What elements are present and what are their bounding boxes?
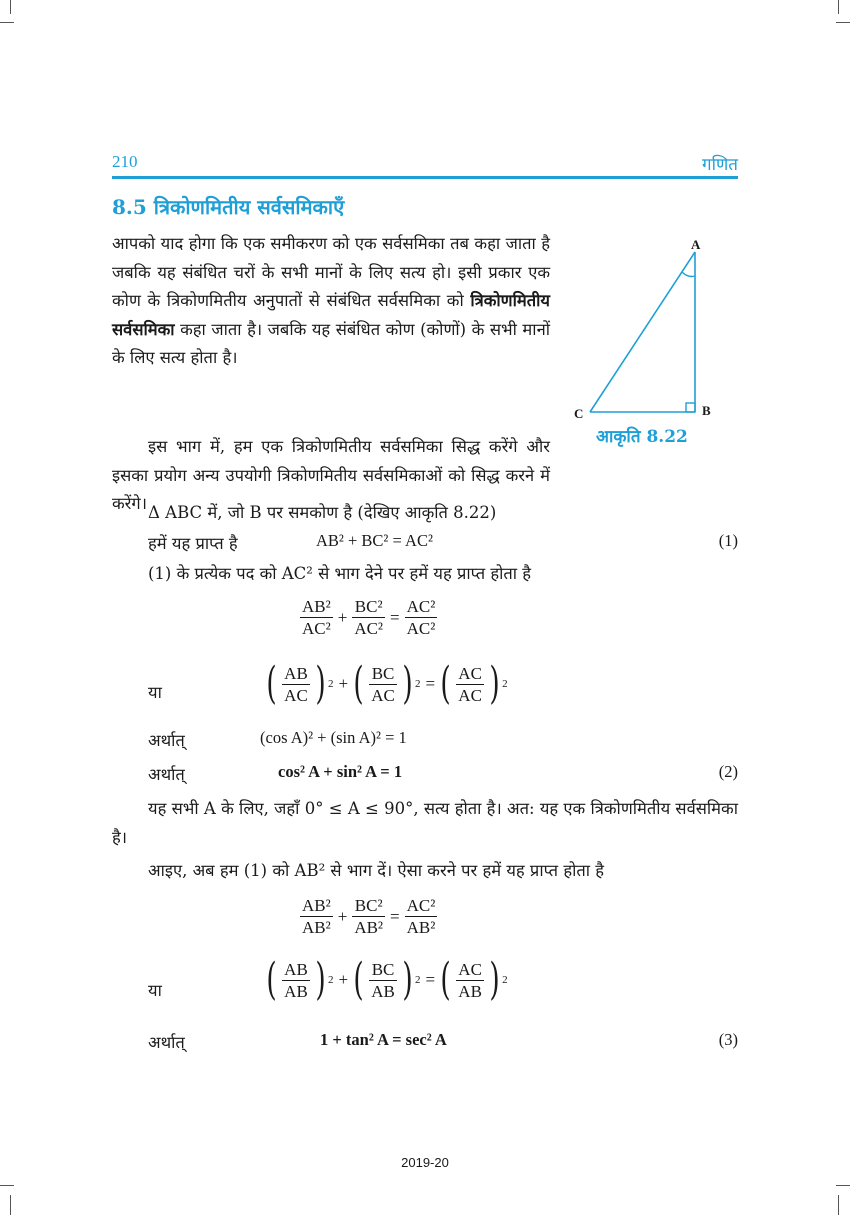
triangle-figure — [570, 236, 730, 426]
derivation-line-3: (1) के प्रत्येक पद को AC² से भाग देने पर हमें यह प्राप्त होता है — [148, 564, 532, 583]
fraction: $\frac{AC}{AC}$ — [458, 663, 482, 705]
ya-label: या — [148, 981, 162, 1000]
vertex-label-c: C — [574, 406, 584, 421]
intro-paragraph-2: इस भाग में, हम एक त्रिकोणमितीय सर्वसमिका सिद्ध करेंगे और इसका प्रयोग अन्य उपयोगी त्रिकोणमितीय सर्वसमिकाओं को सिद्ध करने में करेंगे। — [112, 437, 550, 513]
arthat-label: अर्थात् — [148, 1033, 185, 1052]
fraction: $\frac{BC}{AB}$ — [371, 959, 395, 1001]
fraction: $\frac{AC}{AB}$ — [458, 959, 482, 1001]
fraction: $\frac{BC}{AC}$ — [371, 663, 395, 705]
fraction: $\frac{AB}{AC}$ — [284, 663, 308, 705]
crop-mark — [836, 22, 850, 23]
figure-caption: आकृति 8.22 — [596, 427, 688, 447]
equation-number-2: (2) — [718, 762, 738, 781]
section-title: 8.5 त्रिकोणमितीय सर्वसमिकाएँ — [112, 195, 345, 219]
derivation-line-1: Δ ABC में, जो B पर समकोण है (देखिए आकृति 8.22) — [148, 503, 497, 522]
arthat-label: अर्थात् — [148, 731, 185, 750]
vertex-label-a: A — [691, 237, 701, 252]
footer-year: 2019-20 — [401, 1155, 449, 1170]
identity-3: 1 + tan² A = sec² A — [320, 1030, 447, 1049]
identity-2: cos² A + sin² A = 1 — [278, 762, 403, 781]
crop-mark — [10, 0, 11, 14]
equation-number-1: (1) — [718, 531, 738, 550]
bold-term: त्रिकोणमितीय सर्वसमिका — [112, 291, 550, 339]
squared-ratio-equation-ac: ( $\frac{AB}{AC}$ ) 2 + ( $\frac{BC}{AC}$ ) 2 = ( $\frac{AC}{AC}$ ) 2 — [266, 658, 508, 709]
running-header-subject: गणित — [702, 155, 738, 175]
page-number: 210 — [112, 152, 138, 171]
right-angle-mark — [686, 403, 695, 412]
fraction: $\frac{\text{AB²}}{\text{AB²}}$ — [302, 896, 331, 937]
crop-mark — [838, 1195, 839, 1215]
fraction-equation-ac: $\frac{\text{AB²}}{\text{AC²}}$ + $\frac{\text{BC²}}{\text{AC²}}$ = $\frac{\text{AC²}}{\text{AC²}}$ — [302, 597, 436, 638]
squared-ratio-equation-ab: ( $\frac{AB}{AB}$ ) 2 + ( $\frac{BC}{AB}$ ) 2 = ( $\frac{AC}{AB}$ ) 2 — [266, 954, 508, 1005]
crop-mark — [838, 0, 839, 14]
crop-mark — [836, 1185, 850, 1186]
ya-label: या — [148, 683, 162, 702]
cos-sin-squared-line: (cos A)² + (sin A)² = 1 — [260, 728, 407, 747]
crop-mark — [0, 1185, 14, 1186]
crop-mark — [10, 1195, 11, 1215]
angle-arc — [682, 272, 695, 277]
fraction-equation-ab: $\frac{\text{AB²}}{\text{AB²}}$ + $\frac{\text{BC²}}{\text{AB²}}$ = $\frac{\text{AC²}}{\text{AB²}}$ — [302, 896, 436, 937]
crop-mark — [0, 22, 14, 23]
pythagoras-equation: AB² + BC² = AC² — [316, 531, 433, 550]
fraction: $\frac{\text{BC²}}{\text{AC²}}$ — [354, 597, 384, 638]
intro-paragraph: आपको याद होगा कि एक समीकरण को एक सर्वसमिका तब कहा जाता है जबकि यह संबंधित चरों के सभी मानों के लिए सत्य हो। इसी प्रकार एक कोण के त्रिकोणमितीय अनुपातों से संबंधित सर्वसमिका को त्रिकोणमितीय सर्वसमिका कहा जाता है। जबकि यह संबंधित कोण (कोणों) के सभी मानों के लिए सत्य होता है। — [112, 234, 550, 367]
fraction: $\frac{AB}{AB}$ — [284, 959, 308, 1001]
header-rule — [112, 176, 738, 179]
identity-note: यह सभी A के लिए, जहाँ 0° ≤ A ≤ 90°, सत्य होता है। अत: यह एक त्रिकोणमितीय सर्वसमिका है। — [112, 799, 738, 847]
fraction: $\frac{\text{BC²}}{\text{AB²}}$ — [354, 896, 384, 937]
derivation-line-4: आइए, अब हम (1) को AB² से भाग दें। ऐसा करने पर हमें यह प्राप्त होता है — [148, 861, 605, 880]
given-label: हमें यह प्राप्त है — [148, 534, 238, 553]
side-ca — [590, 252, 695, 412]
fraction: $\frac{\text{AC²}}{\text{AB²}}$ — [406, 896, 436, 937]
vertex-label-b: B — [702, 403, 711, 418]
equation-number-3: (3) — [718, 1030, 738, 1049]
fraction: $\frac{\text{AC²}}{\text{AC²}}$ — [406, 597, 436, 638]
arthat-label: अर्थात् — [148, 765, 185, 784]
fraction: $\frac{\text{AB²}}{\text{AC²}}$ — [302, 597, 331, 638]
